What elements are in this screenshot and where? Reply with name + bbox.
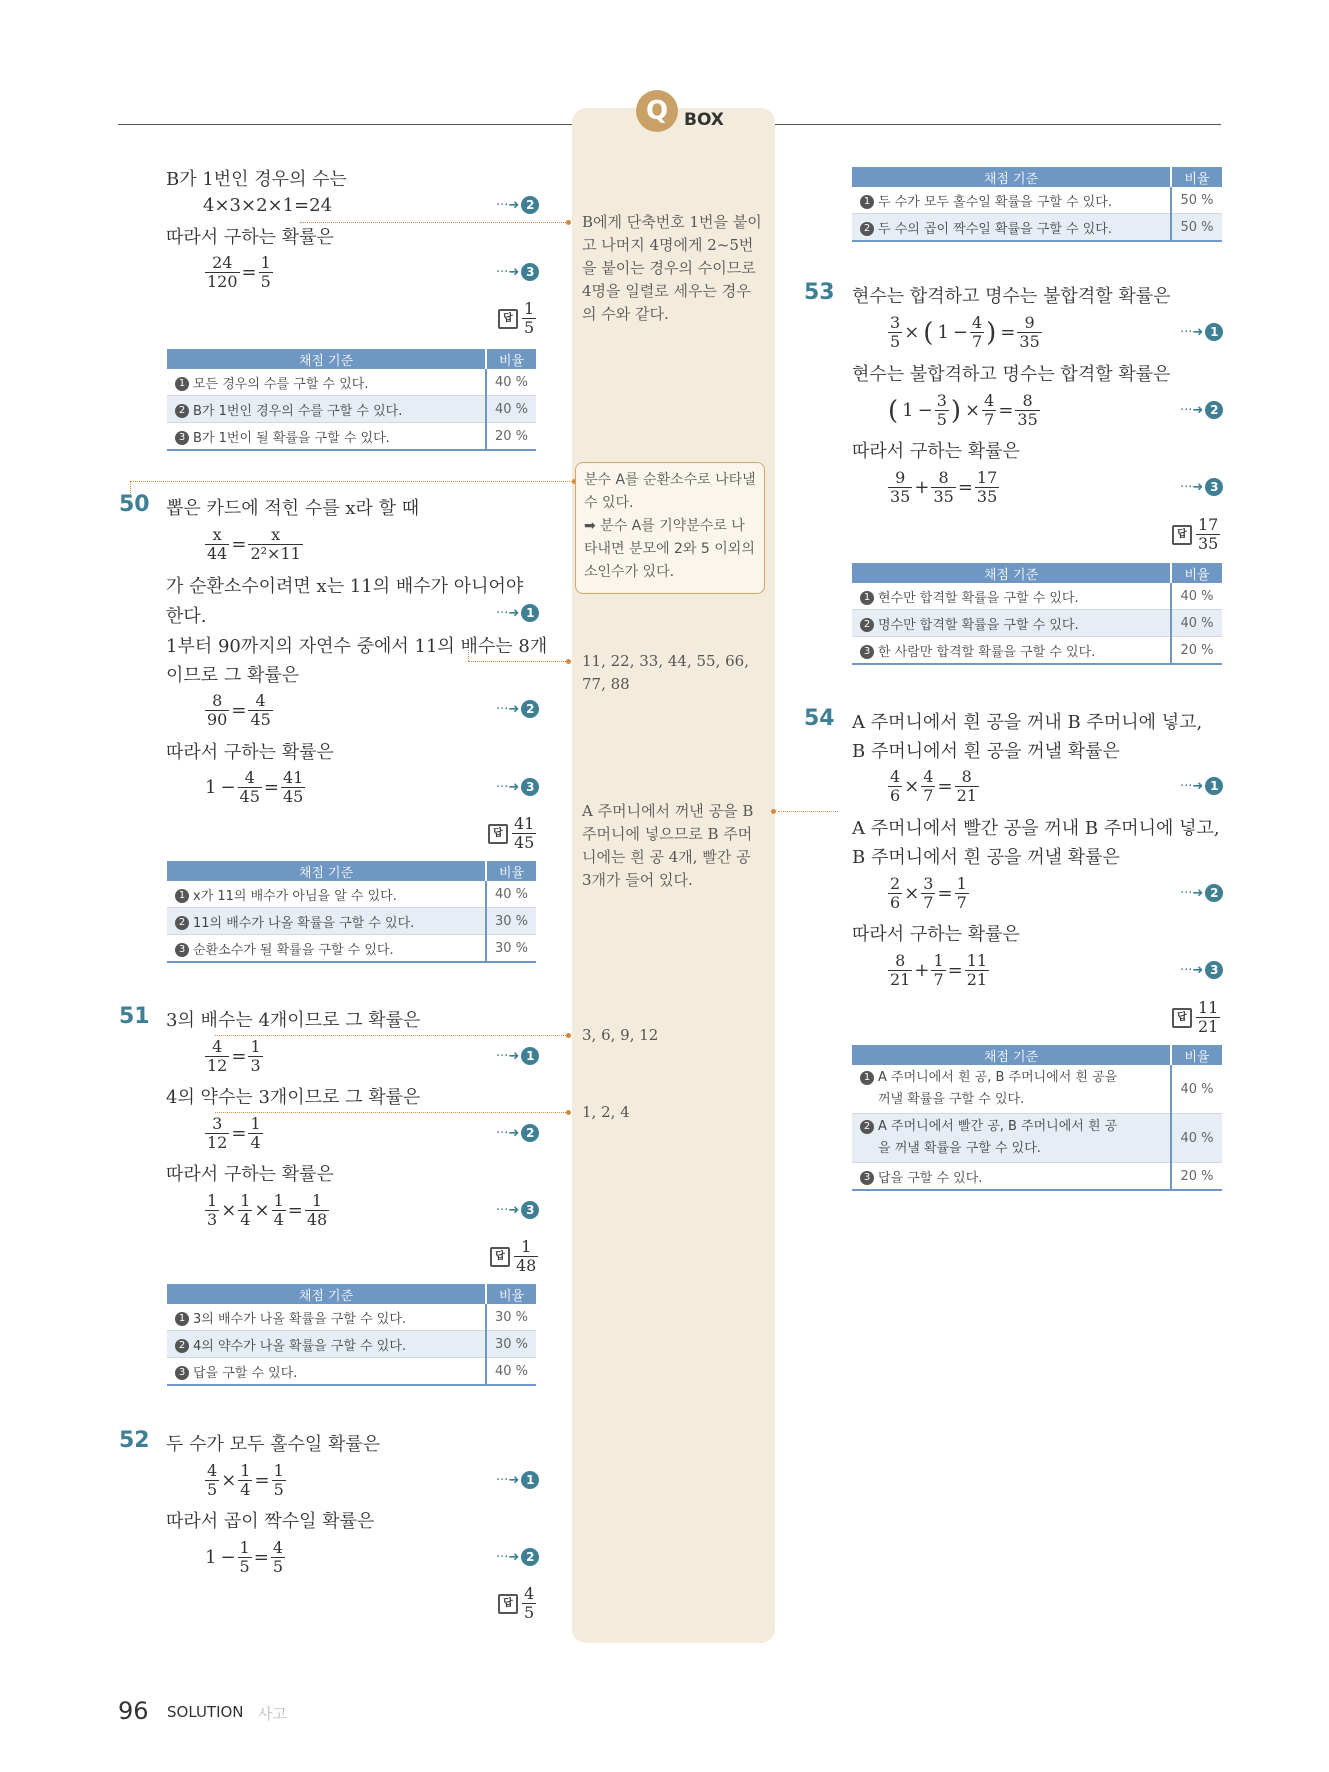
footer-subtitle: 사고 [258, 1705, 287, 1723]
p51-step-2: ···➜ 2 [496, 1124, 539, 1142]
p50-line5: 이므로 그 확률은 [166, 665, 300, 686]
p54-line3: A 주머니에서 빨간 공을 꺼내 B 주머니에 넣고, [852, 818, 1220, 839]
criteria-header: 채점 기준 [167, 861, 486, 881]
p50-line6: 따라서 구하는 확률은 [166, 742, 334, 763]
p54-eq-2: $\frac{2}{6}$ × $\frac{3}{7}$ = $\frac{1}{7}$ [890, 874, 967, 912]
p54-eq-3: $\frac{8}{21}$ + $\frac{1}{7}$ = $\frac{11}{21}$ [890, 951, 988, 989]
criteria-header: 채점 기준 [852, 1045, 1171, 1065]
p51-eq-3: $\frac{1}{3}$ × $\frac{1}{4}$ × $\frac{1}{4}$ = $\frac{1}{48}$ [207, 1191, 328, 1229]
criteria-text: 3 답을 구할 수 있다. [167, 1358, 486, 1386]
p49-line1: B가 1번인 경우의 수는 [166, 169, 347, 190]
criteria-ratio: 30 % [486, 1304, 536, 1331]
p54-step-2: ···➜ 2 [1180, 884, 1223, 902]
p50-fraction-expr: $\frac{x}{44}$ = $\frac{x}{\text{2²×11}}$ [207, 525, 301, 563]
criteria-text: 1 현수만 합격할 확률을 구할 수 있다. [852, 583, 1171, 610]
p52-eq-2: 1 − $\frac{1}{5}$ = $\frac{4}{5}$ [205, 1538, 284, 1576]
q-box-label: BOX [684, 110, 724, 130]
qbox-note-6: 1, 2, 4 [582, 1103, 630, 1121]
leader-line [130, 481, 131, 493]
footer-title: SOLUTION [167, 1703, 244, 1721]
criteria-ratio: 40 % [1171, 583, 1222, 610]
p50-answer: 답 $\frac{41}{45}$ [488, 815, 536, 852]
criteria-text: 2 11의 배수가 나올 확률을 구할 수 있다. [167, 908, 486, 935]
p50-criteria-table [167, 861, 536, 963]
criteria-ratio: 40 % [486, 396, 536, 423]
criteria-header: 채점 기준 [852, 563, 1171, 583]
p51-line3: 따라서 구하는 확률은 [166, 1164, 334, 1185]
p54-step-1: ···➜ 1 [1180, 777, 1223, 795]
p51-line1: 3의 배수는 4개이므로 그 확률은 [166, 1010, 421, 1031]
p49-equation: $\frac{24}{120}$ = $\frac{1}{5}$ [207, 253, 271, 291]
p52-criteria-table [852, 167, 1222, 242]
criteria-ratio: 20 % [1171, 1163, 1222, 1191]
p53-line3: 따라서 구하는 확률은 [852, 441, 1020, 462]
p53-step-2: ···➜ 2 [1180, 401, 1223, 419]
criteria-text: 3 B가 1번이 될 확률을 구할 수 있다. [167, 423, 486, 451]
p51-step-1: ···➜ 1 [496, 1047, 539, 1065]
p49-criteria-table [167, 349, 536, 451]
ratio-header: 비율 [1171, 1045, 1222, 1065]
criteria-text: 2 A 주머니에서 빨간 공, B 주머니에서 흰 공 을 꺼낼 확률을 구할 수 있다. [852, 1114, 1171, 1163]
ratio-header: 비율 [486, 1284, 536, 1304]
p54-criteria-table [852, 1045, 1222, 1191]
p53-criteria-table [852, 563, 1222, 665]
p54-line1: A 주머니에서 흰 공을 꺼내 B 주머니에 넣고, [852, 712, 1203, 733]
criteria-text: 1 3의 배수가 나올 확률을 구할 수 있다. [167, 1304, 486, 1331]
p53-step-3: ···➜ 3 [1180, 478, 1223, 496]
p52-answer: 답 $\frac{4}{5}$ [498, 1585, 536, 1622]
criteria-text: 3 한 사람만 합격할 확률을 구할 수 있다. [852, 637, 1171, 665]
leader-line [778, 811, 838, 812]
criteria-text: 3 순환소수가 될 확률을 구할 수 있다. [167, 935, 486, 963]
criteria-text: 1 x가 11의 배수가 아님을 알 수 있다. [167, 881, 486, 908]
leader-line [215, 1035, 568, 1036]
p49-step-2: ···➜ 3 [496, 263, 539, 281]
leader-dot [771, 809, 776, 814]
criteria-header: 채점 기준 [167, 349, 486, 369]
p50-line2: 가 순환소수이려면 x는 11의 배수가 아니어야 [166, 576, 524, 597]
p54-line5: 따라서 구하는 확률은 [852, 924, 1020, 945]
p53-line1: 현수는 합격하고 명수는 불합격할 확률은 [852, 286, 1171, 307]
criteria-ratio: 40 % [486, 369, 536, 396]
leader-line [468, 650, 469, 661]
criteria-ratio: 50 % [1171, 214, 1222, 242]
criteria-ratio: 30 % [486, 1331, 536, 1358]
criteria-ratio: 40 % [1171, 610, 1222, 637]
leader-line [468, 661, 568, 662]
criteria-text: 3 답을 구할 수 있다. [852, 1163, 1171, 1191]
answer-icon: 답 [488, 824, 508, 844]
p52-line1: 두 수가 모두 홀수일 확률은 [166, 1434, 381, 1455]
qbox-note-2-line2: ➡ 분수 A를 기약분수로 나타내면 분모에 2와 5 이외의 소인수가 있다. [584, 518, 755, 580]
criteria-ratio: 20 % [486, 423, 536, 451]
p53-eq-2: ( 1 − $\frac{3}{5}$ ) × $\frac{4}{7}$ = $\frac{8}{35}$ [888, 391, 1038, 429]
p50-number: 50 [119, 492, 150, 517]
p49-answer: 답 $\frac{1}{5}$ [498, 300, 536, 337]
p52-step-1: ···➜ 1 [496, 1471, 539, 1489]
p52-number: 52 [119, 1428, 150, 1453]
answer-icon: 답 [490, 1247, 510, 1267]
p50-step-2: ···➜ 2 [496, 700, 539, 718]
criteria-ratio: 40 % [486, 881, 536, 908]
answer-icon: 답 [498, 309, 518, 329]
leader-dot [566, 220, 571, 225]
answer-icon: 답 [1172, 525, 1192, 545]
q-box-badge: Q [636, 90, 678, 132]
p51-step-3: ···➜ 3 [496, 1201, 539, 1219]
p50-step-1: ···➜ 1 [496, 604, 539, 622]
qbox-note-5: 3, 6, 9, 12 [582, 1026, 659, 1044]
header-rule-right [775, 124, 1221, 125]
p51-eq-2: $\frac{3}{12}$ = $\frac{1}{4}$ [207, 1114, 261, 1152]
p49-step-1: ···➜ 2 [496, 196, 539, 214]
p54-number: 54 [804, 706, 835, 731]
criteria-text: 2 두 수의 곱이 짝수일 확률을 구할 수 있다. [852, 214, 1171, 242]
answer-icon: 답 [1172, 1008, 1192, 1028]
qbox-note-3: 11, 22, 33, 44, 55, 66, 77, 88 [582, 652, 749, 693]
p49-line2: 따라서 구하는 확률은 [166, 227, 334, 248]
criteria-ratio: 40 % [1171, 1114, 1222, 1163]
p50-eq-2: $\frac{8}{90}$ = $\frac{4}{45}$ [207, 691, 271, 729]
criteria-ratio: 30 % [486, 908, 536, 935]
p51-criteria-table [167, 1284, 536, 1386]
p53-step-1: ···➜ 1 [1180, 323, 1223, 341]
p52-eq-1: $\frac{4}{5}$ × $\frac{1}{4}$ = $\frac{1}{5}$ [207, 1461, 284, 1499]
answer-icon: 답 [498, 1594, 518, 1614]
qbox-note-1: B에게 단축번호 1번을 붙이고 나머지 4명에게 2~5번을 붙이는 경우의 수이므로 4명을 일렬로 세우는 경우의 수와 같다. [582, 213, 762, 323]
criteria-text: 2 B가 1번인 경우의 수를 구할 수 있다. [167, 396, 486, 423]
ratio-header: 비율 [486, 349, 536, 369]
leader-line [130, 481, 574, 482]
criteria-ratio: 40 % [1171, 1065, 1222, 1114]
criteria-text: 1 모든 경우의 수를 구할 수 있다. [167, 369, 486, 396]
criteria-text: 1 두 수가 모두 홀수일 확률을 구할 수 있다. [852, 187, 1171, 214]
p51-number: 51 [119, 1004, 150, 1029]
p51-line2: 4의 약수는 3개이므로 그 확률은 [166, 1087, 421, 1108]
p53-number: 53 [804, 280, 835, 305]
p53-eq-3: $\frac{9}{35}$ + $\frac{8}{35}$ = $\frac{17}{35}$ [890, 468, 998, 506]
criteria-text: 2 명수만 합격할 확률을 구할 수 있다. [852, 610, 1171, 637]
criteria-ratio: 40 % [486, 1358, 536, 1386]
criteria-ratio: 20 % [1171, 637, 1222, 665]
p50-line4: 1부터 90까지의 자연수 중에서 11의 배수는 8개 [166, 636, 548, 657]
criteria-ratio: 50 % [1171, 187, 1222, 214]
qbox-note-2-line1: 분수 A를 순환소수로 나타낼 수 있다. [584, 472, 756, 511]
p51-answer: 답 $\frac{1}{48}$ [490, 1238, 538, 1275]
leader-dot [566, 1110, 571, 1115]
criteria-text: 2 4의 약수가 나올 확률을 구할 수 있다. [167, 1331, 486, 1358]
leader-line [300, 222, 568, 223]
header-rule-left [118, 124, 572, 125]
p53-eq-1: $\frac{3}{5}$ × ( 1 − $\frac{4}{7}$ ) = $\frac{9}{35}$ [890, 313, 1040, 351]
p50-line3: 한다. [166, 606, 207, 627]
p50-step-3: ···➜ 3 [496, 778, 539, 796]
criteria-ratio: 30 % [486, 935, 536, 963]
p53-answer: 답 $\frac{17}{35}$ [1172, 516, 1220, 553]
p50-eq-3: 1 − $\frac{4}{45}$ = $\frac{41}{45}$ [205, 768, 304, 806]
ratio-header: 비율 [1171, 563, 1222, 583]
p53-line2: 현수는 불합격하고 명수는 합격할 확률은 [852, 364, 1171, 385]
p50-line1: 뽑은 카드에 적힌 수를 x라 할 때 [166, 498, 420, 519]
qbox-note-4: A 주머니에서 꺼낸 공을 B 주머니에 넣으므로 B 주머니에는 흰 공 4개, 빨간 공 3개가 들어 있다. [582, 802, 754, 889]
p54-line2: B 주머니에서 흰 공을 꺼낼 확률은 [852, 741, 1120, 762]
p49-calc: 4×3×2×1=24 [203, 195, 333, 216]
criteria-header: 채점 기준 [852, 167, 1171, 187]
p54-answer: 답 $\frac{11}{21}$ [1172, 999, 1220, 1036]
page-number: 96 [118, 1697, 149, 1725]
p52-step-2: ···➜ 2 [496, 1548, 539, 1566]
p54-line4: B 주머니에서 흰 공을 꺼낼 확률은 [852, 847, 1120, 868]
ratio-header: 비율 [486, 861, 536, 881]
p54-eq-1: $\frac{4}{6}$ × $\frac{4}{7}$ = $\frac{8}{21}$ [890, 767, 977, 805]
ratio-header: 비율 [1171, 167, 1222, 187]
criteria-header: 채점 기준 [167, 1284, 486, 1304]
leader-dot [566, 1033, 571, 1038]
p52-line2: 따라서 곱이 짝수일 확률은 [166, 1511, 375, 1532]
criteria-text: 1 A 주머니에서 흰 공, B 주머니에서 흰 공을 꺼낼 확률을 구할 수 있다. [852, 1065, 1171, 1114]
p54-step-3: ···➜ 3 [1180, 961, 1223, 979]
leader-dot [566, 659, 571, 664]
p51-eq-1: $\frac{4}{12}$ = $\frac{1}{3}$ [207, 1037, 261, 1075]
leader-line [215, 1112, 568, 1113]
